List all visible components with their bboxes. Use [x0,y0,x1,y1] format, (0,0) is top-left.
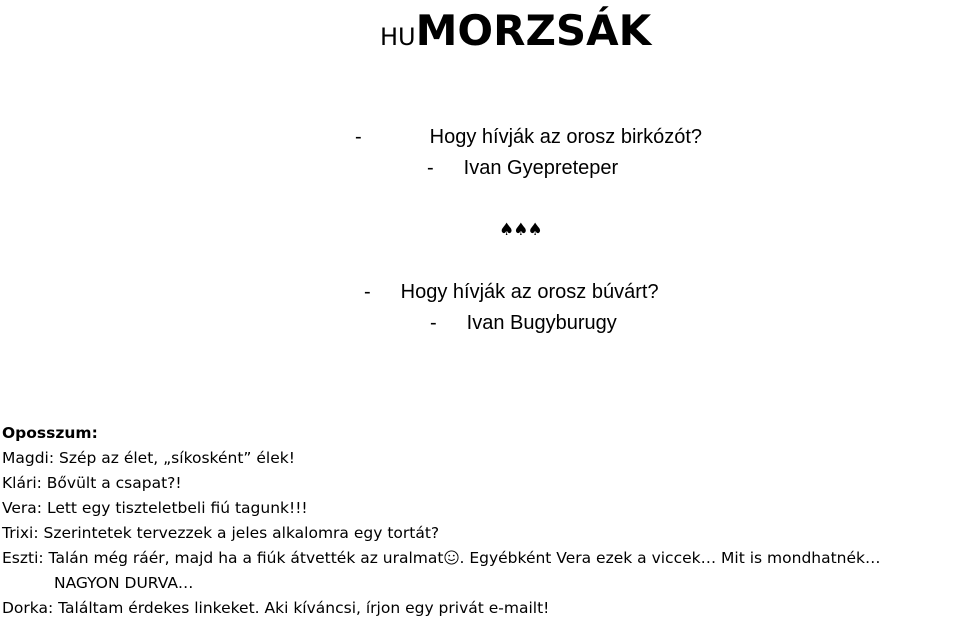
chat-heading: Oposszum: [2,424,98,442]
page-title [380,6,652,55]
joke-2-question: - Hogy hívják az orosz búvárt? [364,281,659,303]
chat-line-trixi: Trixi: Szerintetek tervezzek a jeles alkalomra egy tortát? [2,524,440,542]
joke-2-answer: - Ivan Bugyburugy [430,312,617,334]
eszti-text-start: Eszti: Talán még ráér, majd ha a fiúk átvették az uralmat [2,549,444,567]
title-main: MORZSÁK [415,6,652,55]
chat-line-eszti [2,546,957,571]
joke-1-question: - Hogy hívják az orosz birkózót? [355,126,703,148]
chat-line-eszti-continued: NAGYON DURVA… [54,574,194,592]
joke-1-answer: - Ivan Gyepreteper [427,157,619,179]
chat-line-dorka: Dorka: Találtam érdekes linkeket. Aki kíváncsi, írjon egy privát e-mailt! [2,599,550,617]
chat-line-vera: Vera: Lett egy tiszteletbeli fiú tagunk!!! [2,499,308,517]
title-prefix: HU [380,23,416,51]
spade-separator-icon: ♠♠♠ [499,220,542,240]
smiley-icon [444,550,459,565]
eszti-text-end: . Egyébként Vera ezek a viccek… Mit is mondhatnék… [459,549,881,567]
chat-line-klari: Klári: Bővült a csapat?! [2,474,182,492]
chat-line-magdi: Magdi: Szép az élet, „síkosként” élek! [2,449,295,467]
chat-section [2,421,957,621]
